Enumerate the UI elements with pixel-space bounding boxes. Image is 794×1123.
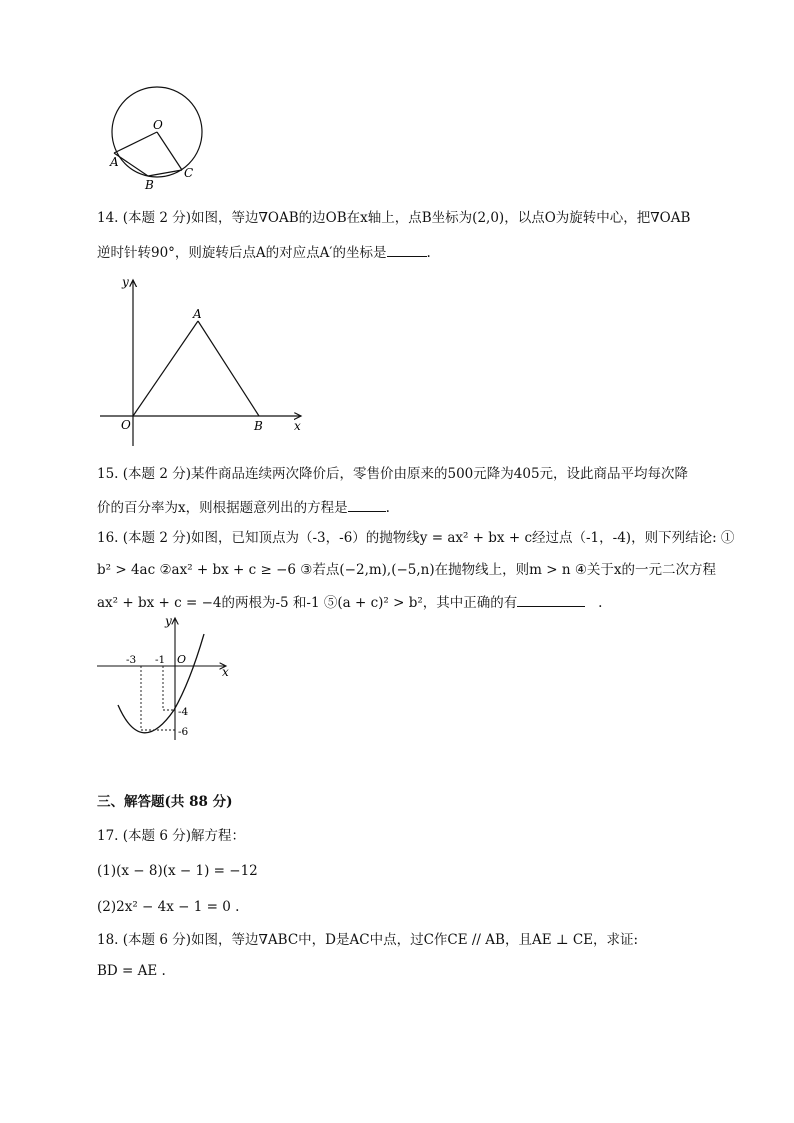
label-minus-1: -1	[155, 654, 166, 666]
q17-number: 17.	[97, 828, 119, 844]
q16-end: .	[598, 595, 603, 611]
q14-line2	[97, 242, 431, 263]
q14-points: (本题 2 分)	[122, 210, 191, 226]
q18-number: 18.	[97, 932, 119, 948]
q16-line1	[97, 528, 734, 548]
q16-text2: b² > 4ac ②ax² + bx + c ≥ −6 ③若点(−2,m),(−5,n)在抛物线上，则m > n ④关于x的一元二次方程	[97, 562, 717, 578]
q14-text1: 如图，等边∇OAB的边OB在x轴上，点B坐标为(2,0)，以点O为旋转中心，把∇OAB	[191, 210, 691, 226]
label-y: y	[165, 614, 172, 628]
q17-line	[97, 826, 245, 846]
label-x: x	[222, 665, 229, 679]
q18-text1: 如图，等边∇ABC中，D是AC中点，过C作CE // AB，且AE ⊥ CE，求证:	[191, 932, 639, 948]
segment-oa	[114, 132, 157, 153]
label-minus-6: -6	[178, 726, 189, 738]
label-c: C	[184, 166, 194, 180]
segment-oc	[157, 132, 182, 170]
q14-line1	[97, 208, 690, 228]
q15-answer-blank[interactable]	[348, 497, 386, 512]
q14-text2: 逆时针转90°，则旋转后点A的对应点A′的坐标是	[97, 245, 387, 261]
q17-eq1: (1)(x − 8)(x − 1) = −12	[97, 863, 258, 879]
q17-points: (本题 6 分)	[122, 828, 191, 844]
triangle-figure	[96, 272, 311, 450]
label-o: O	[177, 653, 187, 666]
side-ab	[198, 321, 259, 416]
segment-ab	[114, 153, 148, 176]
q17-eq2: (2)2x² − 4x − 1 = 0 .	[97, 899, 240, 915]
parabola-figure	[94, 612, 234, 744]
label-minus-4: -4	[178, 706, 189, 718]
label-x: x	[294, 419, 301, 433]
q17-text: 解方程：	[191, 828, 245, 844]
label-o: O	[121, 418, 131, 432]
q16-answer-blank[interactable]	[517, 592, 585, 607]
q18-line1	[97, 930, 638, 950]
q16-line2	[97, 560, 716, 580]
label-o: O	[153, 118, 163, 132]
q15-end: .	[385, 500, 390, 516]
q18-points: (本题 6 分)	[122, 932, 191, 948]
circle-figure	[100, 85, 215, 195]
q16-text3: ax² + bx + c = −4的两根为-5 和-1 ⑤(a + c)² > b²，其中正确的有	[97, 595, 518, 611]
q15-text1: 某件商品连续两次降价后，零售价由原来的500元降为405元，设此商品平均每次降	[191, 466, 689, 482]
q15-text2: 价的百分率为x，则根据题意列出的方程是	[97, 500, 348, 516]
q14-answer-blank[interactable]	[387, 242, 427, 257]
q15-line2	[97, 497, 390, 518]
label-y: y	[122, 275, 129, 289]
q16-number: 16.	[97, 530, 119, 546]
q15-line1	[97, 464, 688, 484]
q15-number: 15.	[97, 466, 119, 482]
label-b: B	[145, 178, 154, 192]
label-a: A	[110, 155, 119, 169]
q16-points: (本题 2 分)	[122, 530, 191, 546]
q16-line3	[97, 592, 602, 613]
section-title: 三、解答题(共 88 分)	[97, 794, 233, 810]
q18-line2: BD = AE .	[97, 963, 166, 979]
q14-end: .	[426, 245, 431, 261]
q15-points: (本题 2 分)	[122, 466, 191, 482]
label-b: B	[254, 419, 263, 433]
q14-number: 14.	[97, 210, 119, 226]
side-oa	[133, 321, 198, 416]
q16-text1: 如图，已知顶点为（-3，-6）的抛物线y = ax² + bx + c经过点（-1，-4)，则下列结论: ①	[191, 530, 735, 546]
parabola-curve	[118, 634, 204, 733]
label-a: A	[193, 307, 202, 321]
label-minus-3: -3	[126, 654, 137, 666]
